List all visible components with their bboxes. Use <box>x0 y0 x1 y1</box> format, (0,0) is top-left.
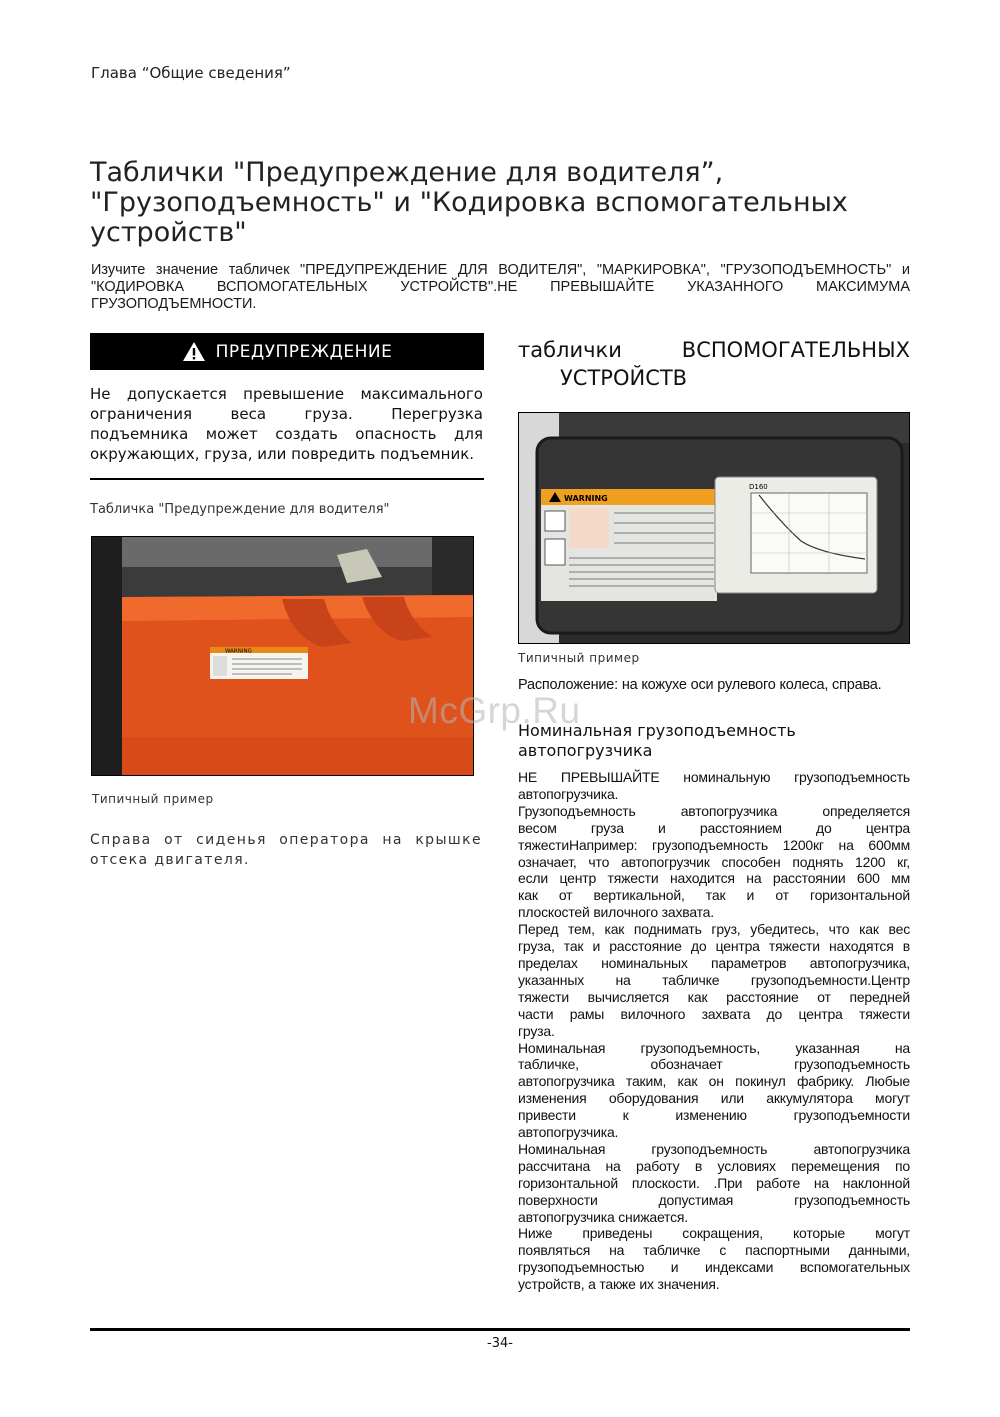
watermark: McGrp.Ru <box>408 690 581 731</box>
warning-line: окружающих, груза, или повредить подъемник. <box>90 445 475 463</box>
typical-example-caption-right: Типичный пример <box>518 651 640 665</box>
section-heading-attachment-plates <box>518 336 910 392</box>
body-line: тяжестиНапример: грузоподъемность 1200кг на 600мм <box>518 836 910 853</box>
rated-capacity-body <box>518 769 910 1293</box>
body-line: Грузоподъемность автопогрузчика определяется <box>518 802 910 819</box>
divider <box>90 478 484 480</box>
body-line: плоскостей вилочного захвата. <box>518 904 714 921</box>
body-line: тяжести вычисляется как расстояние от передней <box>518 988 910 1005</box>
subheading-line: автопогрузчика <box>518 741 653 760</box>
section-heading-word: УСТРОЙСТВ <box>560 366 688 390</box>
warning-label: ПРЕДУПРЕЖДЕНИЕ <box>215 341 393 362</box>
section-heading-word: ВСПОМОГАТЕЛЬНЫХ <box>681 338 910 362</box>
body-line: рассчитана на работу в условиях перемещения по <box>518 1157 910 1174</box>
intro-paragraph: Изучите значение табличек "ПРЕДУПРЕЖДЕНИЕ ДЛЯ ВОДИТЕЛЯ", "МАРКИРОВКА", "ГРУЗОПОДЪЕМНОСТЬ" и "КОДИРОВКА ВСПОМОГАТЕЛЬНЫХ УСТРОЙСТВ".НЕ ПРЕВЫШАЙТЕ УКАЗАННОГО МАКСИМУМА ГРУЗОПОДЪЕМНОСТИ. <box>91 262 910 312</box>
warning-line: подъемника может создать опасность для <box>90 425 483 443</box>
title-line-1: Таблички "Предупреждение для водителя”, <box>90 157 724 188</box>
body-line: как от вертикальной, так и от горизонтальной <box>518 887 910 904</box>
location-text-left <box>90 830 482 870</box>
body-line: изменения оборудования или аккумулятора могут <box>518 1090 910 1107</box>
body-line: Перед тем, как поднимать груз, убедитесь, что как вес <box>518 921 910 938</box>
footer-rule <box>90 1328 910 1331</box>
title-line-2: "Грузоподъемность" и "Кодировка вспомогательных <box>90 187 848 218</box>
body-line: указанных на табличке грузоподъемности.Центр <box>518 971 910 988</box>
body-line: появляться на табличке с паспортными данными, <box>518 1242 910 1259</box>
warning-line: Не допускается превышение максимального <box>90 385 483 403</box>
body-line: автопогрузчика таким, как он покинул фабрику. Любые <box>518 1073 910 1090</box>
body-line: означает, что автопогрузчик способен поднять 1200 кг, <box>518 853 910 870</box>
chapter-header: Глава “Общие сведения” <box>91 64 291 82</box>
warning-text <box>90 384 483 464</box>
body-line: если центр тяжести находится на расстоянии 600 мм <box>518 870 910 887</box>
plate-caption: Табличка "Предупреждение для водителя" <box>90 502 390 517</box>
location-line: Справа от сиденья оператора на крышке <box>90 832 482 848</box>
photo-driver-warning-plate-image <box>92 537 473 775</box>
body-line: Номинальная грузоподъемность, указанная на <box>518 1039 910 1056</box>
body-line: автопогрузчика. <box>518 1124 619 1141</box>
warning-banner <box>90 333 484 370</box>
typical-example-caption: Типичный пример <box>92 792 214 806</box>
location-text-right: Расположение: на кожухе оси рулевого колеса, справа. <box>518 677 882 693</box>
warning-line: ограничения веса груза. Перегрузка <box>90 405 483 423</box>
subheading-line: Номинальная грузоподъемность <box>518 721 796 740</box>
photo-capacity-plate <box>518 412 910 644</box>
body-line: горизонтальной плоскости. .При работе на наклонной <box>518 1174 910 1191</box>
sticker-word: WARNING <box>225 648 252 655</box>
body-line: груза. <box>518 1022 555 1039</box>
section-heading-word: таблички <box>518 338 622 362</box>
body-line: груза, так и расстояние до центра тяжести находятся в <box>518 938 910 955</box>
body-line: Номинальная грузоподъемность автопогрузчика <box>518 1140 910 1157</box>
body-line: табличке, обозначает грузоподъемность <box>518 1056 910 1073</box>
body-line: привести к изменению грузоподъемности <box>518 1107 910 1124</box>
chart-plate-label: D160 <box>749 483 768 491</box>
body-line: автопогрузчика. <box>518 785 619 802</box>
plate-warning-word: WARNING <box>564 494 608 503</box>
warning-triangle-icon <box>182 341 206 362</box>
page-title <box>90 158 920 248</box>
body-line: поверхности допустимая грузоподъемность <box>518 1191 910 1208</box>
body-line: Ниже приведены сокращения, которые могут <box>518 1225 910 1242</box>
title-line-3: устройств" <box>90 217 247 248</box>
body-line: части рамы вилочного захвата до центра тяжести <box>518 1005 910 1022</box>
body-line: НЕ ПРЕВЫШАЙТЕ номинальную грузоподъемность <box>518 769 910 785</box>
location-line: отсека двигателя. <box>90 852 250 868</box>
body-line: автопогрузчика снижается. <box>518 1208 688 1225</box>
page-number: -34- <box>487 1336 513 1351</box>
photo-capacity-plate-image <box>519 413 909 643</box>
photo-driver-warning-plate <box>91 536 474 776</box>
body-line: устройств, а также их значения. <box>518 1276 720 1293</box>
body-line: пределах номинальных параметров автопогрузчика, <box>518 954 910 971</box>
body-line: весом груза и расстоянием до центра <box>518 819 910 836</box>
body-line: грузоподъемностью и индексами вспомогательных <box>518 1259 910 1276</box>
subheading-rated-capacity <box>518 721 910 761</box>
